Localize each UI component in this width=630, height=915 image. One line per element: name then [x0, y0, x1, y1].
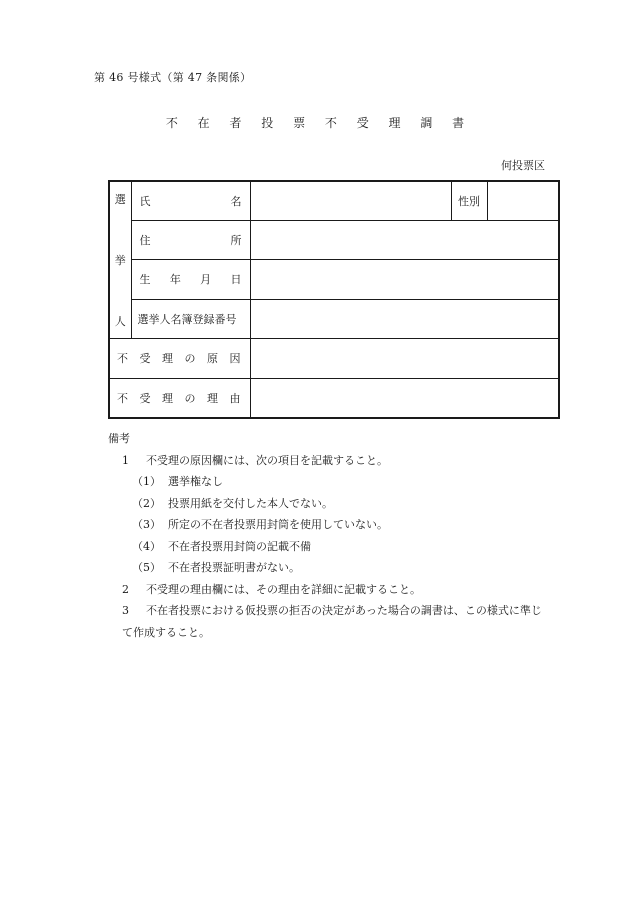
- remarks-item-3: 3 不在者投票における仮投票の拒否の決定があった場合の調書は、この様式に準じ: [122, 604, 542, 617]
- non-acceptance-form-table: [108, 180, 560, 419]
- remarks-title: 備考: [108, 432, 130, 445]
- voter-label-char-2: 挙: [114, 253, 126, 267]
- name-field[interactable]: [250, 181, 451, 220]
- address-field[interactable]: [250, 220, 559, 259]
- non-acceptance-reason-label: 不 受 理 の 理 由: [109, 378, 250, 418]
- remarks-section: [108, 428, 573, 643]
- sex-field[interactable]: [487, 181, 559, 220]
- remarks-subitem: （2） 投票用紙を交付した本人でない。: [132, 496, 333, 510]
- registry-number-field[interactable]: [250, 299, 559, 338]
- non-acceptance-cause-label: 不 受 理 の 原 因: [109, 338, 250, 378]
- form-number: 第 46 号様式（第 47 条関係）: [94, 71, 252, 84]
- sex-label: 性別: [451, 181, 487, 220]
- non-acceptance-reason-field[interactable]: [250, 378, 559, 418]
- voter-label-char-1: 選: [114, 192, 126, 206]
- document-title: 不 在 者 投 票 不 受 理 調 書: [165, 116, 473, 130]
- remarks-subitem: （5） 不在者投票証明書がない。: [132, 561, 300, 574]
- registry-number-label: 選挙人名簿登録番号: [131, 299, 250, 338]
- birthdate-field[interactable]: [250, 259, 559, 299]
- remarks-subitem: （1） 選挙権なし: [132, 475, 223, 488]
- remarks-subitem: （4） 不在者投票用封筒の記載不備: [132, 539, 311, 553]
- remarks-item-2: 2 不受理の理由欄には、その理由を詳細に記載すること。: [122, 582, 421, 596]
- remarks-subitem: （3） 所定の不在者投票用封筒を使用していない。: [132, 518, 388, 531]
- voter-group-label: [109, 181, 131, 338]
- birthdate-label: 生 年 月 日: [131, 259, 250, 299]
- address-label: 住 所: [131, 220, 250, 259]
- remarks-item-3-continuation: て作成すること。: [122, 625, 210, 639]
- name-label: 氏 名: [131, 181, 250, 220]
- voter-label-char-3: 人: [114, 314, 126, 328]
- non-acceptance-cause-field[interactable]: [250, 338, 559, 378]
- remarks-item-1: 1 不受理の原因欄には、次の項目を記載すること。: [122, 453, 388, 467]
- voting-district: 何投票区: [501, 159, 545, 172]
